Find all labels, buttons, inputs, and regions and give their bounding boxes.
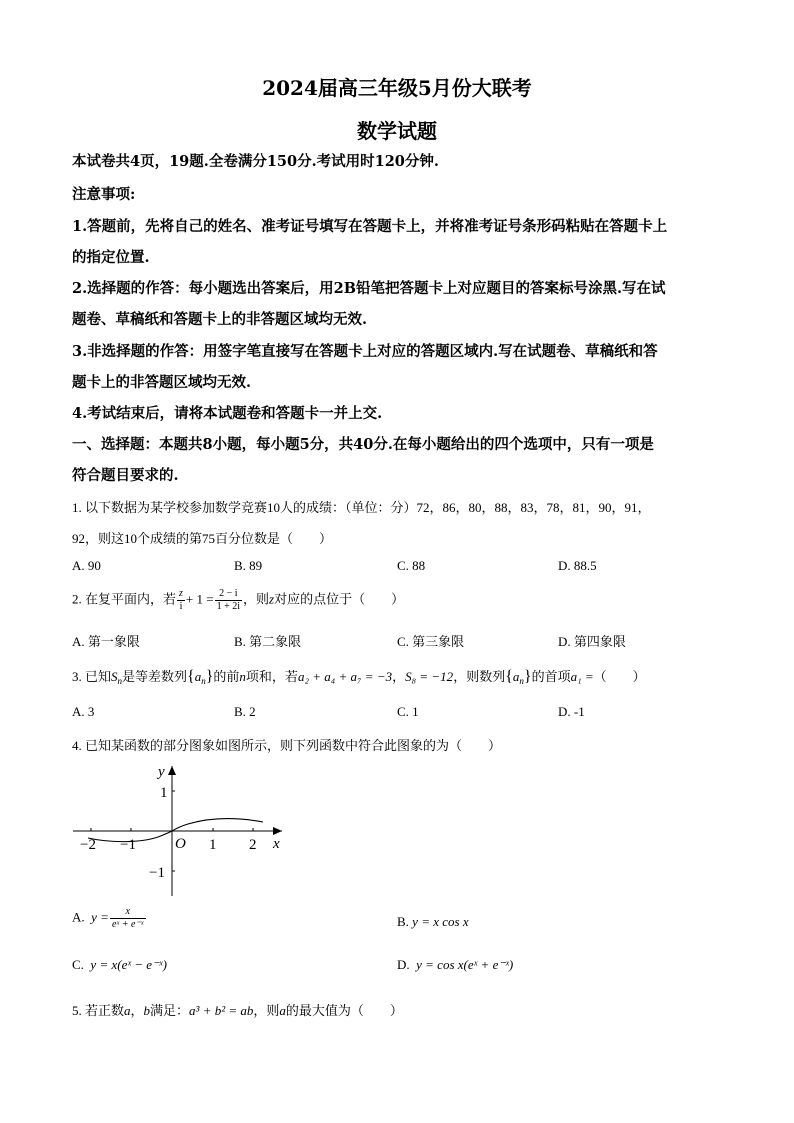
question-3-option-d: D. -1 (558, 704, 585, 719)
x-tick-label: 2 (249, 837, 257, 853)
note-line: 2.选择题的作答：每小题选出答案后，用2B铅笔把答题卡上对应题目的答案标号涂黑.写在试 (72, 280, 666, 297)
y-axis-label: y (158, 764, 165, 780)
question-1-stem: 1. 以下数据为某学校参加数学竞赛10人的成绩：（单位：分）72，86，80，88，83，78，81，90，91， (72, 500, 651, 515)
section-heading: 一、选择题：本题共8小题，每小题5分，共40分.在每小题给出的四个选项中，只有一项是 (72, 436, 654, 453)
note-line: 题卡上的非答题区域均无效. (72, 374, 252, 391)
fraction: $\frac{z}{i}$ (179, 588, 183, 612)
y-axis-arrow (168, 766, 176, 775)
question-4-stem: 4. 已知某函数的部分图象如图所示，则下列函数中符合此图象的为（ ） (72, 738, 502, 753)
question-1-option-a: A. 90 (72, 558, 101, 573)
question-1-stem: 92，则这10个成绩的第75百分位数是（ ） (72, 531, 333, 546)
section-heading: 符合题目要求的. (72, 467, 179, 484)
question-3-option-c: C. 1 (397, 704, 419, 719)
exam-subtitle: 数学试题 (357, 119, 437, 143)
question-5-stem: 5. 若正数a，b满足：a³ + b² = ab，则a的最大值为（ ） (72, 1003, 403, 1018)
origin-label: O (175, 836, 186, 852)
x-tick-label: −1 (120, 837, 136, 853)
note-line: 的指定位置. (72, 249, 150, 266)
question-4-option-c: C. y = x(eˣ − e⁻ˣ) (72, 957, 167, 972)
note-line: 3.非选择题的作答：用签字笔直接写在答题卡上对应的答题区域内.写在试题卷、草稿纸和答 (72, 343, 658, 360)
x-tick-label: 1 (209, 837, 217, 853)
note-line: 题卷、草稿纸和答题卡上的非答题区域均无效. (72, 311, 368, 328)
question-2-option-b: B. 第二象限 (234, 634, 302, 649)
x-axis-arrow (273, 827, 282, 835)
question-3-option-a: A. 3 (72, 704, 95, 719)
question-1-option-b: B. 89 (234, 558, 263, 573)
exam-title: 2024届高三年级5月份大联考 (262, 76, 532, 100)
question-2-option-d: D. 第四象限 (558, 634, 626, 649)
note-line: 1.答题前，先将自己的姓名、准考证号填写在答题卡上，并将准考证号条形码粘贴在答题卡上 (72, 218, 668, 235)
question-3-option-b: B. 2 (234, 704, 256, 719)
question-3-stem: 3. 已知$S_n$是等差数列$\{a_n\}$的前n项和，若a₂ + a₄ + a₇ = −3，S₈ = −12，则数列$\{a_n\}$的首项a₁ =（ ） (72, 668, 646, 686)
question-2-option-c: C. 第三象限 (397, 634, 465, 649)
question-2-option-a: A. 第一象限 (72, 634, 140, 649)
y-tick-label: 1 (160, 785, 168, 801)
function-graph (70, 760, 290, 900)
notes-heading: 注意事项: (72, 186, 136, 203)
exam-intro: 本试卷共4页，19题.全卷满分150分.考试用时120分钟. (72, 153, 439, 170)
x-axis-label: x (273, 836, 280, 852)
y-tick-label: −1 (149, 865, 165, 881)
question-4-option-b: B. y = x cos x (397, 914, 469, 929)
question-1-option-c: C. 88 (397, 558, 426, 573)
question-4-option-a: A. y = $\frac{x}{\text{eˣ + e⁻ˣ}}$ (72, 906, 144, 930)
fraction: $\frac{2 - i}{1 + 2i}$ (216, 588, 241, 612)
fraction: $\frac{x}{\text{eˣ + e⁻ˣ}}$ (111, 906, 144, 930)
question-1-option-d: D. 88.5 (558, 558, 597, 573)
note-line: 4.考试结束后，请将本试题卷和答题卡一并上交. (72, 405, 383, 422)
question-4-option-d: D. y = cos x(eˣ + e⁻ˣ) (397, 957, 514, 972)
x-tick-label: −2 (80, 837, 96, 853)
question-2-stem: 2. 在复平面内，若 $\frac{z}{i}$ + 1 = $\frac{2 - i}{1 + 2i}$ ，则z对应的点位于（ ） (72, 588, 405, 612)
